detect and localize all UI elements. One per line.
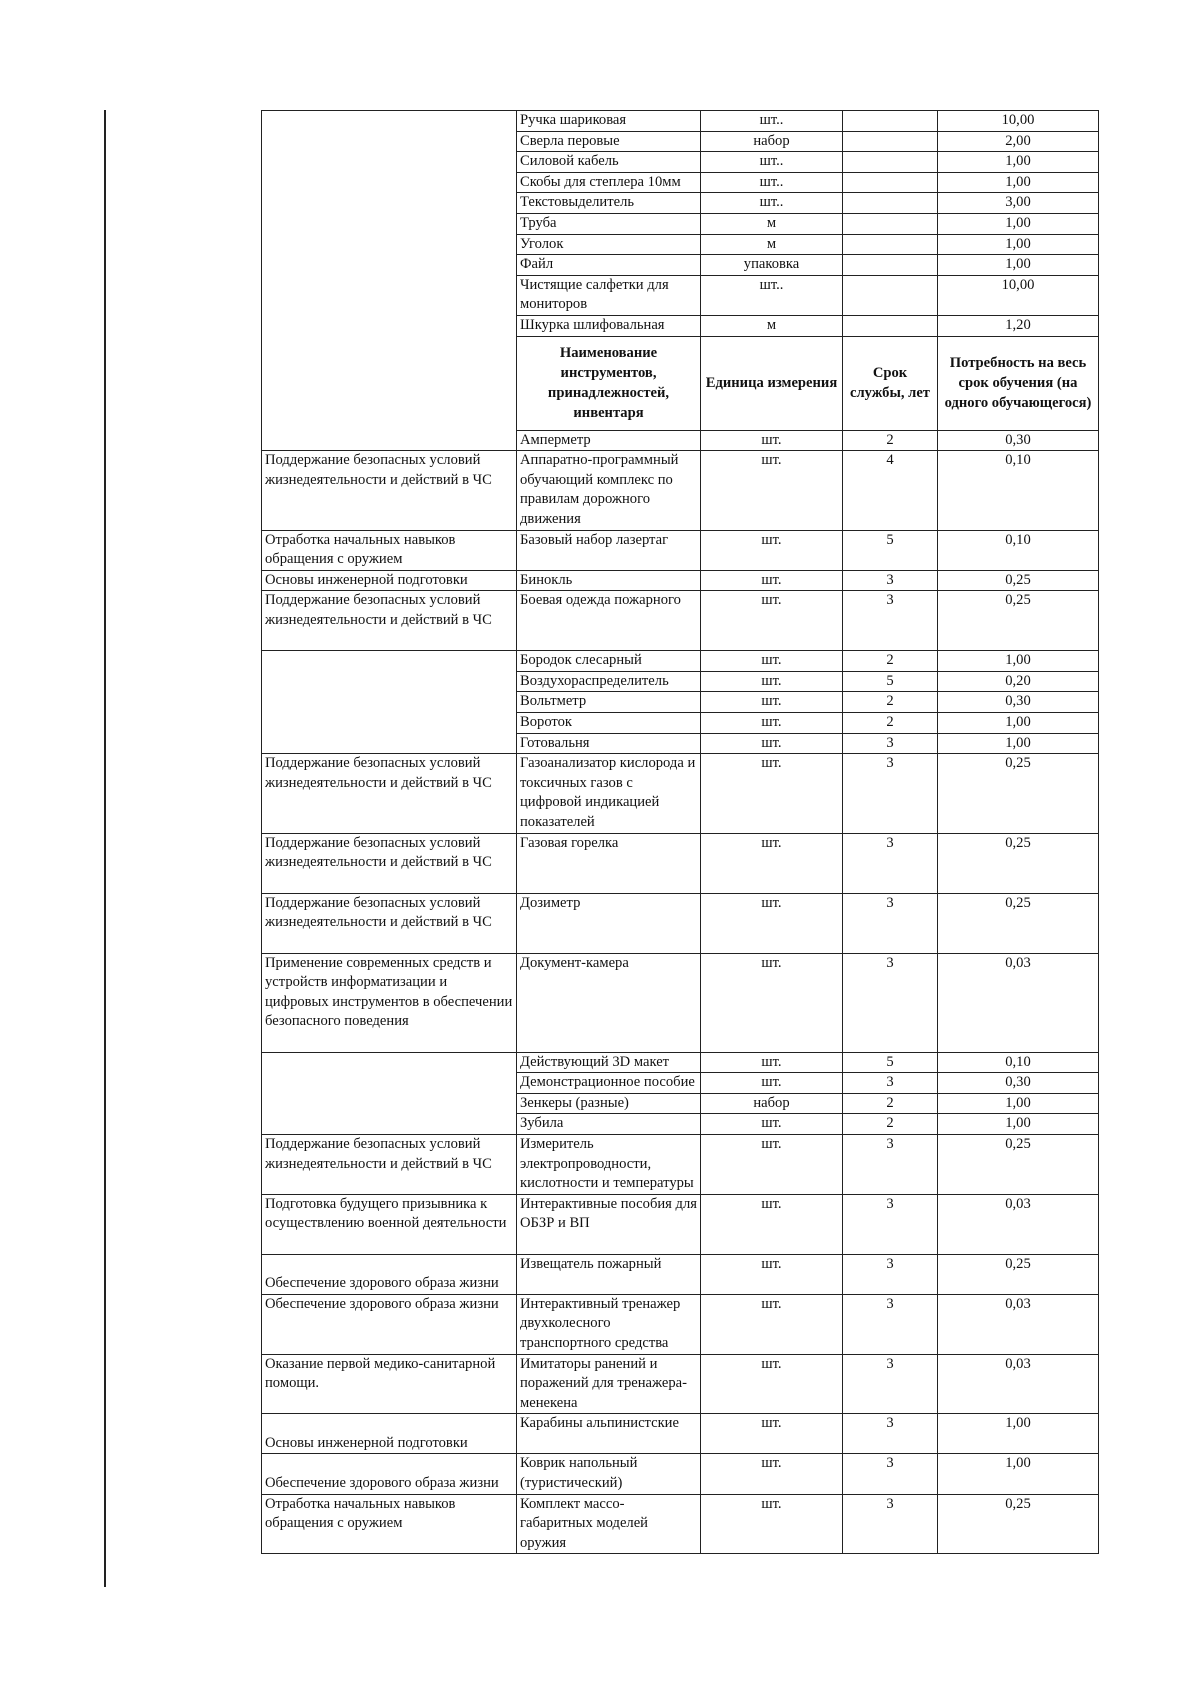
item-term: [843, 315, 938, 336]
item-qty: 10,00: [938, 275, 1099, 315]
tool-unit: набор: [701, 1093, 843, 1114]
item-qty: 1,00: [938, 213, 1099, 234]
item-unit: шт..: [701, 193, 843, 214]
tool-term: 2: [843, 692, 938, 713]
section-cell: Основы инженерной подготовки: [262, 1414, 517, 1454]
item-name: Файл: [517, 255, 701, 276]
item-qty: 3,00: [938, 193, 1099, 214]
tool-unit: шт.: [701, 1294, 843, 1354]
section-cell: Обеспечение здорового образа жизни: [262, 1254, 517, 1294]
tool-name: Коврик напольный (туристический): [517, 1454, 701, 1494]
table-row: [262, 953, 1099, 1052]
tool-term: 3: [843, 1414, 938, 1454]
tool-need: 0,25: [938, 570, 1099, 591]
tool-name: Извещатель пожарный: [517, 1254, 701, 1294]
tool-unit: шт.: [701, 1414, 843, 1454]
tool-term: 3: [843, 1194, 938, 1254]
table-row: [262, 570, 1099, 591]
table-row: [262, 1354, 1099, 1414]
item-term: [843, 111, 938, 132]
section-cell: Основы инженерной подготовки: [262, 570, 517, 591]
table-row: [262, 893, 1099, 953]
item-unit: м: [701, 315, 843, 336]
table-row: [262, 1194, 1099, 1254]
item-unit: шт..: [701, 152, 843, 173]
tool-term: 3: [843, 733, 938, 754]
item-qty: 1,00: [938, 255, 1099, 276]
item-qty: 10,00: [938, 111, 1099, 132]
table-row: [262, 754, 1099, 833]
item-unit: шт..: [701, 172, 843, 193]
tool-term: 5: [843, 671, 938, 692]
section-cell: Поддержание безопасных условий жизнедеятельности и действий в ЧС: [262, 1135, 517, 1195]
tool-unit: шт.: [701, 671, 843, 692]
tool-need: 0,25: [938, 893, 1099, 953]
table-row: [262, 1414, 1099, 1454]
tool-unit: шт.: [701, 1454, 843, 1494]
equipment-table: [261, 110, 1099, 1554]
tool-name: Измеритель электропроводности, кислотности и температуры: [517, 1135, 701, 1195]
tool-name: Боевая одежда пожарного: [517, 591, 701, 651]
tool-unit: шт.: [701, 1354, 843, 1414]
item-name: Скобы для степлера 10мм: [517, 172, 701, 193]
tool-name: Газовая горелка: [517, 833, 701, 893]
tool-name: Газоанализатор кислорода и токсичных газов с цифровой индикацией показателей: [517, 754, 701, 833]
item-term: [843, 152, 938, 173]
left-margin-line: [104, 110, 106, 1587]
table-row: [262, 833, 1099, 893]
tool-term: 3: [843, 893, 938, 953]
tool-term: 2: [843, 1114, 938, 1135]
item-term: [843, 213, 938, 234]
tool-unit: шт.: [701, 1135, 843, 1195]
item-term: [843, 275, 938, 315]
tool-name: Демонстрационное пособие: [517, 1073, 701, 1094]
tool-unit: шт.: [701, 733, 843, 754]
header-unit: Единица измерения: [701, 336, 843, 430]
tool-unit: шт.: [701, 1254, 843, 1294]
tool-need: 0,25: [938, 833, 1099, 893]
tool-name: Базовый набор лазертаг: [517, 530, 701, 570]
item-unit: шт..: [701, 275, 843, 315]
tool-term: 3: [843, 591, 938, 651]
tool-unit: шт.: [701, 451, 843, 530]
tool-term: 3: [843, 1454, 938, 1494]
item-unit: шт..: [701, 111, 843, 132]
tool-name: Вороток: [517, 713, 701, 734]
tool-name: Воздухораспределитель: [517, 671, 701, 692]
tool-need: 0,30: [938, 692, 1099, 713]
item-name: Чистящие салфетки для мониторов: [517, 275, 701, 315]
header-need: Потребность на весь срок обучения (на одного обучающегося): [938, 336, 1099, 430]
tool-term: 5: [843, 1052, 938, 1073]
tool-name: Имитаторы ранений и поражений для тренажера-менекена: [517, 1354, 701, 1414]
tool-term: 2: [843, 651, 938, 672]
item-unit: набор: [701, 131, 843, 152]
tool-need: 0,03: [938, 1194, 1099, 1254]
tool-name: Амперметр: [517, 430, 701, 451]
tool-need: 1,00: [938, 1454, 1099, 1494]
item-term: [843, 255, 938, 276]
table-row: [262, 1494, 1099, 1554]
tool-need: 1,00: [938, 651, 1099, 672]
table-row: [262, 1454, 1099, 1494]
item-term: [843, 234, 938, 255]
tool-name: Бинокль: [517, 570, 701, 591]
tool-term: 2: [843, 1093, 938, 1114]
item-name: Текстовыделитель: [517, 193, 701, 214]
tool-name: Зубила: [517, 1114, 701, 1135]
tool-need: 0,25: [938, 1254, 1099, 1294]
header-name: Наименование инструментов, принадлежностей, инвентаря: [517, 336, 701, 430]
table-row: [262, 651, 1099, 672]
tool-need: 1,00: [938, 713, 1099, 734]
tool-name: Комплект массо-габаритных моделей оружия: [517, 1494, 701, 1554]
tool-name: Зенкеры (разные): [517, 1093, 701, 1114]
section-cell: [262, 651, 517, 754]
tool-term: 3: [843, 1354, 938, 1414]
tool-unit: шт.: [701, 833, 843, 893]
tool-unit: шт.: [701, 591, 843, 651]
tool-name: Бородок слесарный: [517, 651, 701, 672]
section-cell: Подготовка будущего призывника к осуществлению военной деятельности: [262, 1194, 517, 1254]
tool-need: 0,20: [938, 671, 1099, 692]
tool-unit: шт.: [701, 570, 843, 591]
tool-term: 3: [843, 754, 938, 833]
item-name: Силовой кабель: [517, 152, 701, 173]
tool-need: 1,00: [938, 1093, 1099, 1114]
tool-need: 0,25: [938, 591, 1099, 651]
tool-unit: шт.: [701, 651, 843, 672]
tool-unit: шт.: [701, 430, 843, 451]
tool-need: 0,30: [938, 1073, 1099, 1094]
tool-unit: шт.: [701, 893, 843, 953]
item-unit: м: [701, 234, 843, 255]
item-qty: 1,00: [938, 152, 1099, 173]
tool-term: 3: [843, 1494, 938, 1554]
item-unit: м: [701, 213, 843, 234]
section-cell: Применение современных средств и устройств информатизации и цифровых инструментов в обеспечении безопасного поведения: [262, 953, 517, 1052]
tool-unit: шт.: [701, 1194, 843, 1254]
tool-name: Аппаратно-программный обучающий комплекс по правилам дорожного движения: [517, 451, 701, 530]
item-qty: 1,00: [938, 234, 1099, 255]
section-cell: Поддержание безопасных условий жизнедеятельности и действий в ЧС: [262, 451, 517, 530]
section-cell: Поддержание безопасных условий жизнедеятельности и действий в ЧС: [262, 591, 517, 651]
tool-unit: шт.: [701, 713, 843, 734]
tool-name: Вольтметр: [517, 692, 701, 713]
tool-unit: шт.: [701, 1114, 843, 1135]
section-cell: Отработка начальных навыков обращения с оружием: [262, 1494, 517, 1554]
tool-name: Дозиметр: [517, 893, 701, 953]
section-cell: [262, 111, 517, 451]
item-name: Сверла перовые: [517, 131, 701, 152]
tool-term: 5: [843, 530, 938, 570]
item-term: [843, 193, 938, 214]
tool-term: 4: [843, 451, 938, 530]
section-cell: Отработка начальных навыков обращения с оружием: [262, 530, 517, 570]
tool-term: 3: [843, 570, 938, 591]
section-cell: [262, 1052, 517, 1134]
item-name: Ручка шариковая: [517, 111, 701, 132]
tool-term: 2: [843, 430, 938, 451]
tool-need: 0,30: [938, 430, 1099, 451]
item-name: Труба: [517, 213, 701, 234]
tool-need: 0,25: [938, 1135, 1099, 1195]
tool-term: 3: [843, 1135, 938, 1195]
item-term: [843, 131, 938, 152]
tool-need: 0,25: [938, 754, 1099, 833]
tool-unit: шт.: [701, 530, 843, 570]
section-cell: Обеспечение здорового образа жизни: [262, 1294, 517, 1354]
tool-need: 1,00: [938, 1414, 1099, 1454]
table-row: [262, 591, 1099, 651]
tool-need: 0,03: [938, 953, 1099, 1052]
tool-need: 0,10: [938, 451, 1099, 530]
tool-term: 3: [843, 953, 938, 1052]
section-cell: Поддержание безопасных условий жизнедеятельности и действий в ЧС: [262, 893, 517, 953]
tool-name: Документ-камера: [517, 953, 701, 1052]
tool-need: 0,10: [938, 530, 1099, 570]
table-row: [262, 1254, 1099, 1294]
item-qty: 1,20: [938, 315, 1099, 336]
tool-name: Готовальня: [517, 733, 701, 754]
tool-unit: шт.: [701, 692, 843, 713]
item-unit: упаковка: [701, 255, 843, 276]
tool-need: 0,10: [938, 1052, 1099, 1073]
tool-unit: шт.: [701, 754, 843, 833]
tool-name: Карабины альпинистские: [517, 1414, 701, 1454]
header-term: Срок службы, лет: [843, 336, 938, 430]
tool-name: Интерактивный тренажер двухколесного транспортного средства: [517, 1294, 701, 1354]
tool-need: 0,03: [938, 1354, 1099, 1414]
tool-need: 0,25: [938, 1494, 1099, 1554]
tool-unit: шт.: [701, 1494, 843, 1554]
table-row: [262, 1294, 1099, 1354]
tool-term: 3: [843, 1294, 938, 1354]
tool-unit: шт.: [701, 1052, 843, 1073]
item-name: Уголок: [517, 234, 701, 255]
tool-name: Интерактивные пособия для ОБЗР и ВП: [517, 1194, 701, 1254]
table-row: [262, 1052, 1099, 1073]
table-row: [262, 1135, 1099, 1195]
item-term: [843, 172, 938, 193]
tool-unit: шт.: [701, 953, 843, 1052]
item-qty: 1,00: [938, 172, 1099, 193]
tool-term: 3: [843, 1073, 938, 1094]
table-row: [262, 451, 1099, 530]
tool-name: Действующий 3D макет: [517, 1052, 701, 1073]
tool-term: 3: [843, 833, 938, 893]
section-cell: Поддержание безопасных условий жизнедеятельности и действий в ЧС: [262, 833, 517, 893]
table-row: [262, 111, 1099, 132]
item-qty: 2,00: [938, 131, 1099, 152]
tool-term: 2: [843, 713, 938, 734]
tool-need: 0,03: [938, 1294, 1099, 1354]
section-cell: Обеспечение здорового образа жизни: [262, 1454, 517, 1494]
section-cell: Оказание первой медико-санитарной помощи.: [262, 1354, 517, 1414]
table-row: [262, 530, 1099, 570]
item-name: Шкурка шлифовальная: [517, 315, 701, 336]
tool-unit: шт.: [701, 1073, 843, 1094]
section-cell: Поддержание безопасных условий жизнедеятельности и действий в ЧС: [262, 754, 517, 833]
tool-need: 1,00: [938, 1114, 1099, 1135]
tool-need: 1,00: [938, 733, 1099, 754]
tool-term: 3: [843, 1254, 938, 1294]
